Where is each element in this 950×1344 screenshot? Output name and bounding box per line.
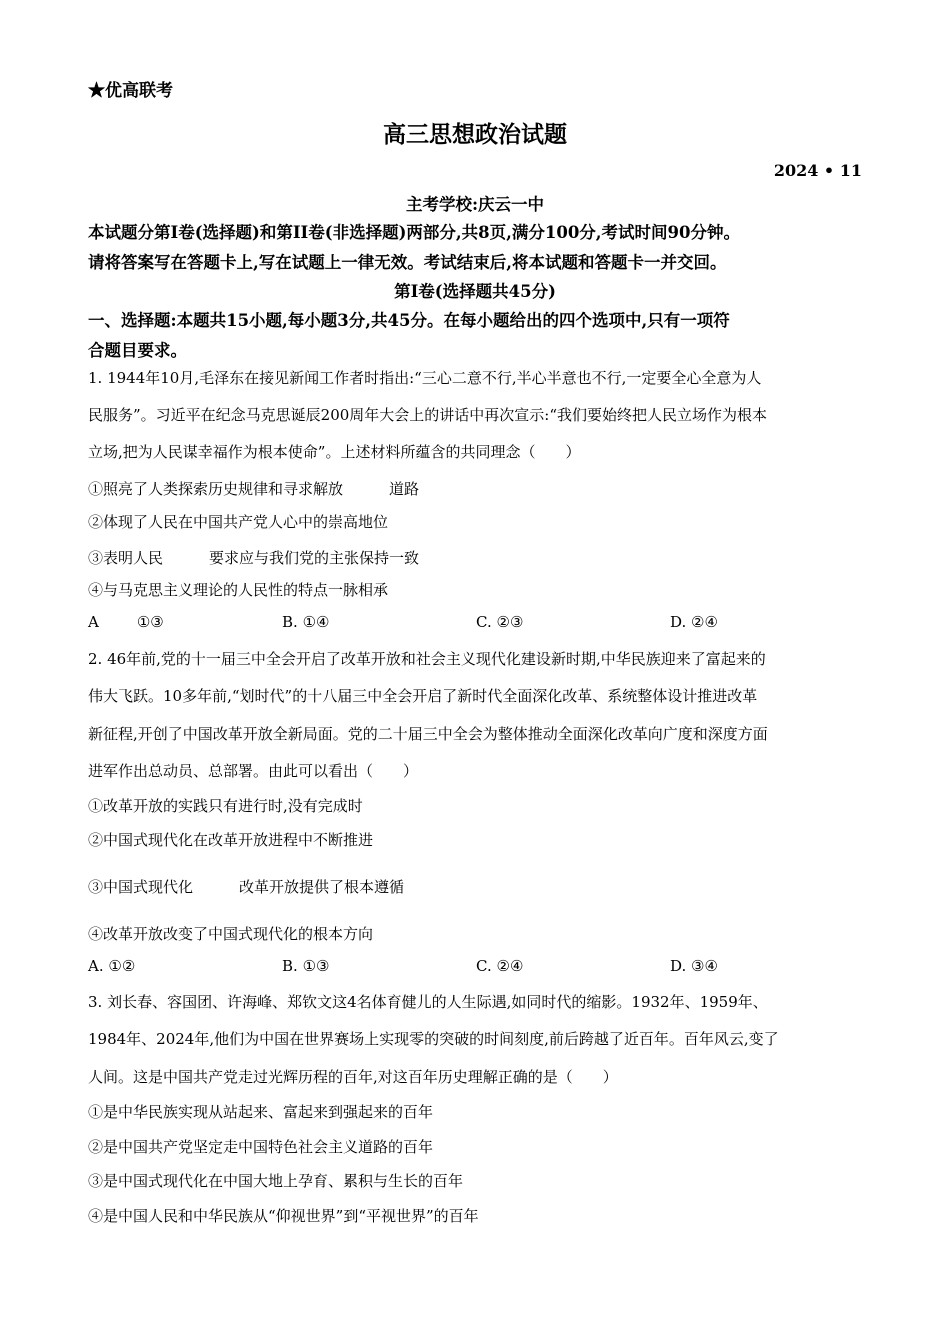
q3-item-2: ②是中国共产党坚定走中国特色社会主义道路的百年 [88,1138,434,1156]
q1-item-3: ③表明人民 要求应与我们党的主张保持一致 [88,549,420,567]
q1-option-a[interactable]: A ①③ [88,613,164,631]
q2-option-d[interactable]: D. ③④ [670,957,718,975]
q1-item-1: ①照亮了人类探索历史规律和寻求解放 道路 [88,480,420,498]
section-instruction-2: 合题目要求。 [88,341,187,360]
q2-item-1: ①改革开放的实践只有进行时,没有完成时 [88,797,363,815]
q1-stem-line-2: 民服务”。习近平在纪念马克思诞辰200周年大会上的讲话中再次宣示:“我们要始终把人民立场作为根本 [88,406,768,424]
q1-item-2: ②体现了人民在中国共产党人心中的崇高地位 [88,513,389,531]
q2-stem-line-1: 2. 46年前,党的十一届三中全会开启了改革开放和社会主义现代化建设新时期,中华民族迎来了富起来的 [88,650,766,668]
q2-stem-line-2: 伟大飞跃。10多年前,“划时代”的十八届三中全会开启了新时代全面深化改革、系统整体设计推进改革 [88,687,758,705]
exam-brand: ★优高联考 [88,81,173,101]
q1-option-d[interactable]: D. ②④ [670,613,718,631]
host-school: 主考学校:庆云一中 [405,195,545,214]
q3-stem-line-3: 人间。这是中国共产党走过光辉历程的百年,对这百年历史理解正确的是（ ） [88,1068,618,1086]
instruction-line-1: 本试题分第Ⅰ卷(选择题)和第II卷(非选择题)两部分,共8页,满分100分,考试时间90分钟。 [88,223,740,242]
q3-item-3: ③是中国式现代化在中国大地上孕育、累积与生长的百年 [88,1172,464,1190]
q2-option-a[interactable]: A. ①② [88,957,136,975]
q3-stem-line-1: 3. 刘长春、容国团、许海峰、郑钦文这4名体育健儿的人生际遇,如同时代的缩影。1932年、1959年、 [88,993,768,1011]
q3-item-1: ①是中华民族实现从站起来、富起来到强起来的百年 [88,1103,434,1121]
q2-option-c[interactable]: C. ②④ [476,957,524,975]
q1-stem-line-1: 1. 1944年10月,毛泽东在接见新闻工作者时指出:“三心二意不行,半心半意也不行,一定要全心全意为人 [88,369,762,387]
section-instruction-1: 一、选择题:本题共15小题,每小题3分,共45分。在每小题给出的四个选项中,只有一项符 [88,311,730,330]
q1-item-4: ④与马克思主义理论的人民性的特点一脉相承 [88,581,389,599]
q2-item-4: ④改革开放改变了中国式现代化的根本方向 [88,925,374,943]
instruction-line-2: 请将答案写在答题卡上,写在试题上一律无效。考试结束后,将本试题和答题卡一并交回。 [88,253,727,272]
q1-stem-line-3: 立场,把为人民谋幸福作为根本使命”。上述材料所蕴含的共同理念（ ） [88,443,581,461]
q1-option-b[interactable]: B. ①④ [282,613,330,631]
q2-option-b[interactable]: B. ①③ [282,957,330,975]
section-title: 第Ⅰ卷(选择题共45分) [394,282,556,301]
q3-stem-line-2: 1984年、2024年,他们为中国在世界赛场上实现零的突破的时间刻度,前后跨越了近百年。百年风云,变了 [88,1030,779,1048]
q2-item-2: ②中国式现代化在改革开放进程中不断推进 [88,831,374,849]
q2-stem-line-3: 新征程,开创了中国改革开放全新局面。党的二十届三中全会为整体推动全面深化改革向广度和深度方面 [88,725,768,743]
exam-date: 2024 • 11 [773,161,862,180]
q2-item-3: ③中国式现代化 改革开放提供了根本遵循 [88,878,405,896]
q1-option-c[interactable]: C. ②③ [476,613,524,631]
exam-title: 高三思想政治试题 [383,121,567,148]
q3-item-4: ④是中国人民和中华民族从“仰视世界”到“平视世界”的百年 [88,1207,479,1225]
q2-stem-line-4: 进军作出总动员、总部署。由此可以看出（ ） [88,762,419,780]
